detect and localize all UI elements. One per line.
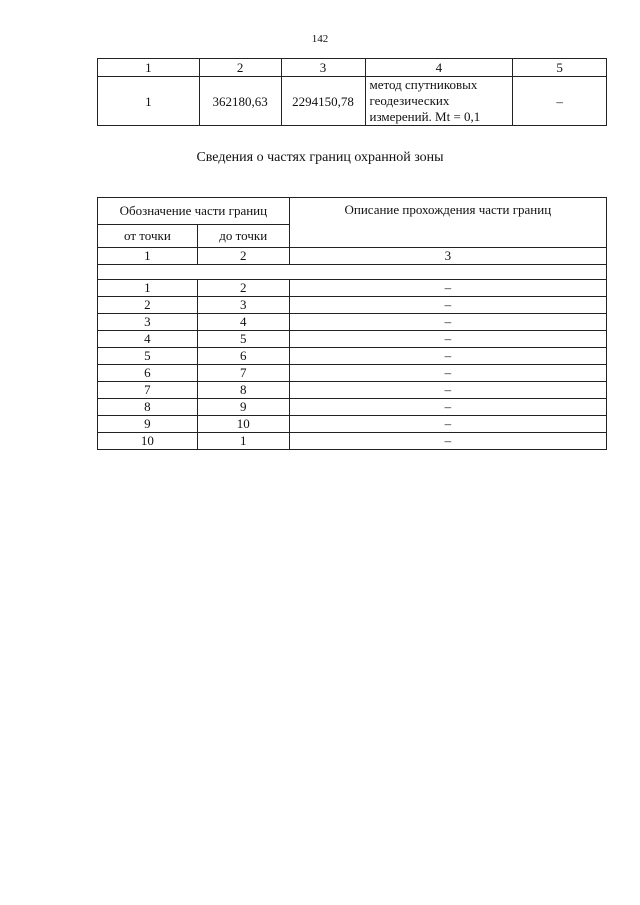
description-cell: – bbox=[289, 297, 606, 314]
to-point-cell: 5 bbox=[197, 331, 289, 348]
section-title: Сведения о частях границ охранной зоны bbox=[196, 150, 444, 165]
header-boundary-part-designation: Обозначение части границ bbox=[98, 198, 290, 225]
empty-cell bbox=[98, 265, 607, 280]
from-point-cell: 4 bbox=[98, 331, 198, 348]
table-row bbox=[98, 297, 607, 314]
table-row bbox=[98, 399, 607, 416]
table-row bbox=[98, 416, 607, 433]
column-number-cell: 3 bbox=[289, 248, 606, 265]
coordinates-data-row bbox=[98, 77, 607, 126]
description-cell: – bbox=[289, 331, 606, 348]
column-number-cell: 1 bbox=[98, 248, 198, 265]
method-line: геодезических bbox=[369, 93, 450, 108]
to-point-cell: 9 bbox=[197, 399, 289, 416]
page-number: 142 bbox=[311, 33, 329, 45]
header-boundary-description: Описание прохождения части границ bbox=[289, 198, 606, 248]
coordinates-header-cell: 1 bbox=[98, 59, 200, 77]
table-row bbox=[98, 331, 607, 348]
x-coordinate-cell: 362180,63 bbox=[199, 77, 281, 126]
description-cell: – bbox=[289, 433, 606, 450]
table-row bbox=[98, 365, 607, 382]
description-cell: – bbox=[289, 280, 606, 297]
boundary-parts-table bbox=[97, 197, 607, 450]
table-row bbox=[98, 314, 607, 331]
header-to-point: до точки bbox=[197, 225, 289, 248]
coordinates-table bbox=[97, 58, 607, 126]
table-row bbox=[98, 280, 607, 297]
table-row bbox=[98, 433, 607, 450]
to-point-cell: 3 bbox=[197, 297, 289, 314]
description-cell: – bbox=[289, 314, 606, 331]
description-cell: – bbox=[289, 416, 606, 433]
parts-column-number-row bbox=[98, 248, 607, 265]
method-line: метод спутниковых bbox=[369, 77, 478, 92]
to-point-cell: 10 bbox=[197, 416, 289, 433]
to-point-cell: 1 bbox=[197, 433, 289, 450]
table-row bbox=[98, 382, 607, 399]
from-point-cell: 7 bbox=[98, 382, 198, 399]
coordinates-header-row bbox=[98, 59, 607, 77]
from-point-cell: 3 bbox=[98, 314, 198, 331]
from-point-cell: 6 bbox=[98, 365, 198, 382]
column-number-cell: 2 bbox=[197, 248, 289, 265]
method-line: измерений. Mt = 0,1 bbox=[369, 109, 481, 124]
description-cell: – bbox=[289, 382, 606, 399]
to-point-cell: 4 bbox=[197, 314, 289, 331]
coordinates-header-cell: 4 bbox=[365, 59, 513, 77]
to-point-cell: 2 bbox=[197, 280, 289, 297]
point-number-cell: 1 bbox=[98, 77, 200, 126]
parts-header-row bbox=[98, 198, 607, 225]
to-point-cell: 6 bbox=[197, 348, 289, 365]
note-cell: – bbox=[513, 77, 607, 126]
from-point-cell: 1 bbox=[98, 280, 198, 297]
y-coordinate-cell: 2294150,78 bbox=[281, 77, 365, 126]
parts-rows bbox=[98, 280, 607, 450]
to-point-cell: 7 bbox=[197, 365, 289, 382]
from-point-cell: 5 bbox=[98, 348, 198, 365]
coordinates-header-cell: 2 bbox=[199, 59, 281, 77]
to-point-cell: 8 bbox=[197, 382, 289, 399]
description-cell: – bbox=[289, 365, 606, 382]
method-cell bbox=[365, 77, 513, 126]
coordinates-header-cell: 3 bbox=[281, 59, 365, 77]
from-point-cell: 10 bbox=[98, 433, 198, 450]
description-cell: – bbox=[289, 348, 606, 365]
from-point-cell: 8 bbox=[98, 399, 198, 416]
coordinates-header-cell: 5 bbox=[513, 59, 607, 77]
table-row bbox=[98, 348, 607, 365]
header-from-point: от точки bbox=[98, 225, 198, 248]
from-point-cell: 9 bbox=[98, 416, 198, 433]
from-point-cell: 2 bbox=[98, 297, 198, 314]
description-cell: – bbox=[289, 399, 606, 416]
parts-empty-row bbox=[98, 265, 607, 280]
